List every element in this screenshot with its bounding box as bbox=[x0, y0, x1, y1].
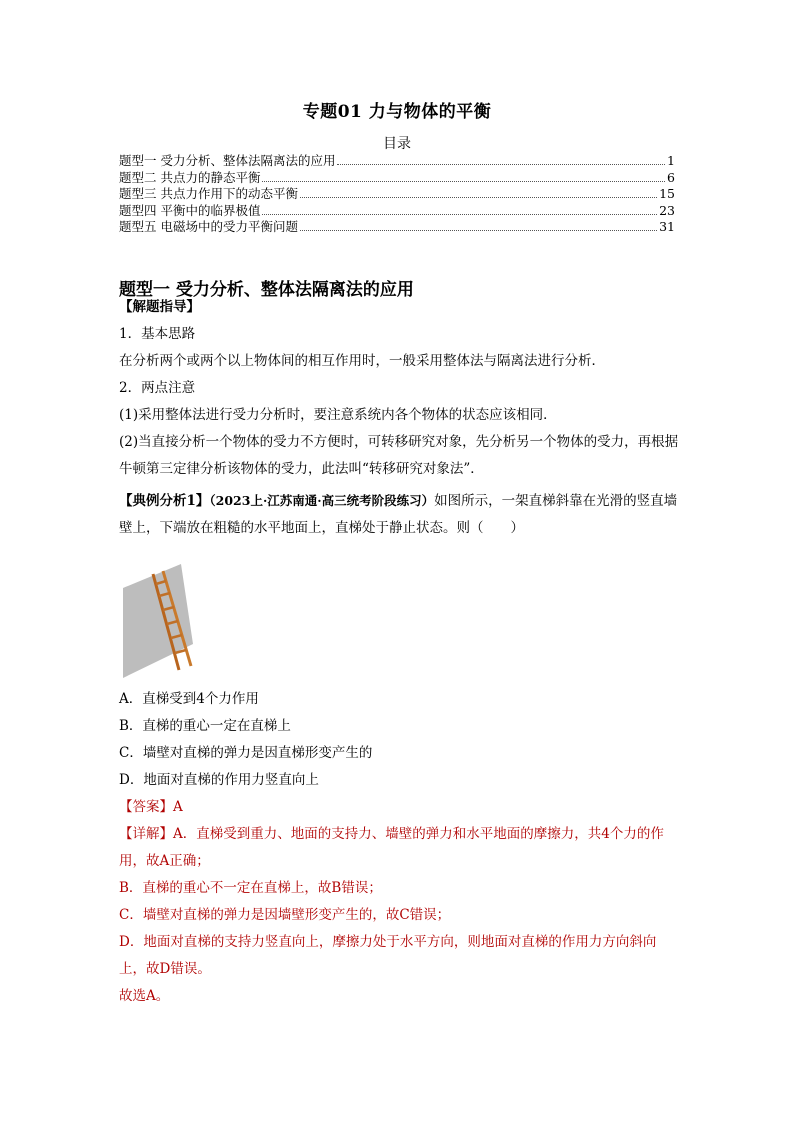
toc-entry[interactable] bbox=[119, 186, 675, 203]
option-a: A．直梯受到4个力作用 bbox=[119, 691, 259, 707]
toc-entry-label: 题型五 电磁场中的受力平衡问题 bbox=[119, 219, 298, 234]
toc-entry-label: 题型二 共点力的静态平衡 bbox=[119, 169, 261, 185]
detail-a-text: A．直梯受到重力、地面的支持力、墙壁的弹力和水平地面的摩擦力，共4个力的作用，故A正确； bbox=[119, 826, 664, 869]
option-c: C．墙壁对直梯的弹力是因直梯形变产生的 bbox=[119, 745, 373, 761]
notes-heading: 2．两点注意 bbox=[119, 380, 196, 396]
answer-line: 【答案】A bbox=[119, 799, 183, 815]
toc-entry-page: 1 bbox=[667, 153, 675, 168]
toc-entry[interactable] bbox=[119, 203, 675, 220]
toc-entry-label: 题型三 共点力作用下的动态平衡 bbox=[119, 186, 298, 201]
detail-label: 【详解】 bbox=[119, 826, 173, 842]
example-label: 【典例分析1】 bbox=[119, 493, 210, 509]
ladder-figure bbox=[119, 560, 199, 680]
table-of-contents bbox=[119, 153, 675, 236]
toc-leader-dots bbox=[337, 163, 665, 165]
guide-label: 【解题指导】 bbox=[119, 299, 200, 315]
toc-entry-page: 15 bbox=[659, 186, 675, 201]
option-d: D．地面对直梯的作用力竖直向上 bbox=[119, 772, 319, 788]
example-source: （2023上·江苏南通·高三统考阶段练习） bbox=[209, 493, 435, 508]
toc-entry[interactable] bbox=[119, 153, 675, 170]
toc-entry[interactable] bbox=[119, 219, 675, 236]
section-heading: 题型一 受力分析、整体法隔离法的应用 bbox=[119, 280, 414, 300]
note-item-2: (2)当直接分析一个物体的受力不方便时，可转移研究对象，先分析另一个物体的受力，再根据牛顿第三定律分析该物体的受力，此法叫“转移研究对象法”． bbox=[119, 434, 679, 477]
toc-entry[interactable] bbox=[119, 170, 675, 187]
detail-a bbox=[119, 821, 679, 875]
example-paragraph bbox=[119, 487, 679, 542]
example-text: 如图所示，一架直梯斜靠在光滑的竖直墙壁上，下端放在粗糙的水平地面上，直梯处于静止状态。则（ ） bbox=[119, 493, 678, 536]
detail-d: D．地面对直梯的支持力竖直向上，摩擦力处于水平方向，则地面对直梯的作用力方向斜向上，故D错误。 bbox=[119, 934, 657, 977]
detail-b: B．直梯的重心不一定在直梯上，故B错误； bbox=[119, 880, 382, 896]
conclusion: 故选A。 bbox=[119, 988, 170, 1004]
toc-leader-dots bbox=[300, 229, 657, 231]
note-item-1: (1)采用整体法进行受力分析时，要注意系统内各个物体的状态应该相同． bbox=[119, 407, 557, 423]
toc-leader-dots bbox=[262, 213, 657, 215]
detail-c: C．墙壁对直梯的弹力是因墙壁形变产生的，故C错误； bbox=[119, 907, 451, 923]
toc-leader-dots bbox=[300, 196, 657, 198]
basic-idea-text: 在分析两个或两个以上物体间的相互作用时，一般采用整体法与隔离法进行分析． bbox=[119, 353, 605, 369]
document-title: 专题01 力与物体的平衡 bbox=[302, 102, 492, 122]
toc-entry-page: 6 bbox=[667, 169, 675, 185]
toc-entry-label: 题型四 平衡中的临界极值 bbox=[119, 202, 261, 218]
toc-entry-page: 23 bbox=[659, 202, 675, 218]
toc-leader-dots bbox=[262, 180, 665, 182]
toc-entry-page: 31 bbox=[659, 219, 675, 234]
toc-heading: 目录 bbox=[383, 136, 411, 152]
wall-shape bbox=[123, 564, 193, 678]
option-b: B．直梯的重心一定在直梯上 bbox=[119, 718, 291, 734]
basic-idea-heading: 1．基本思路 bbox=[119, 326, 196, 342]
toc-entry-label: 题型一 受力分析、整体法隔离法的应用 bbox=[119, 153, 336, 168]
